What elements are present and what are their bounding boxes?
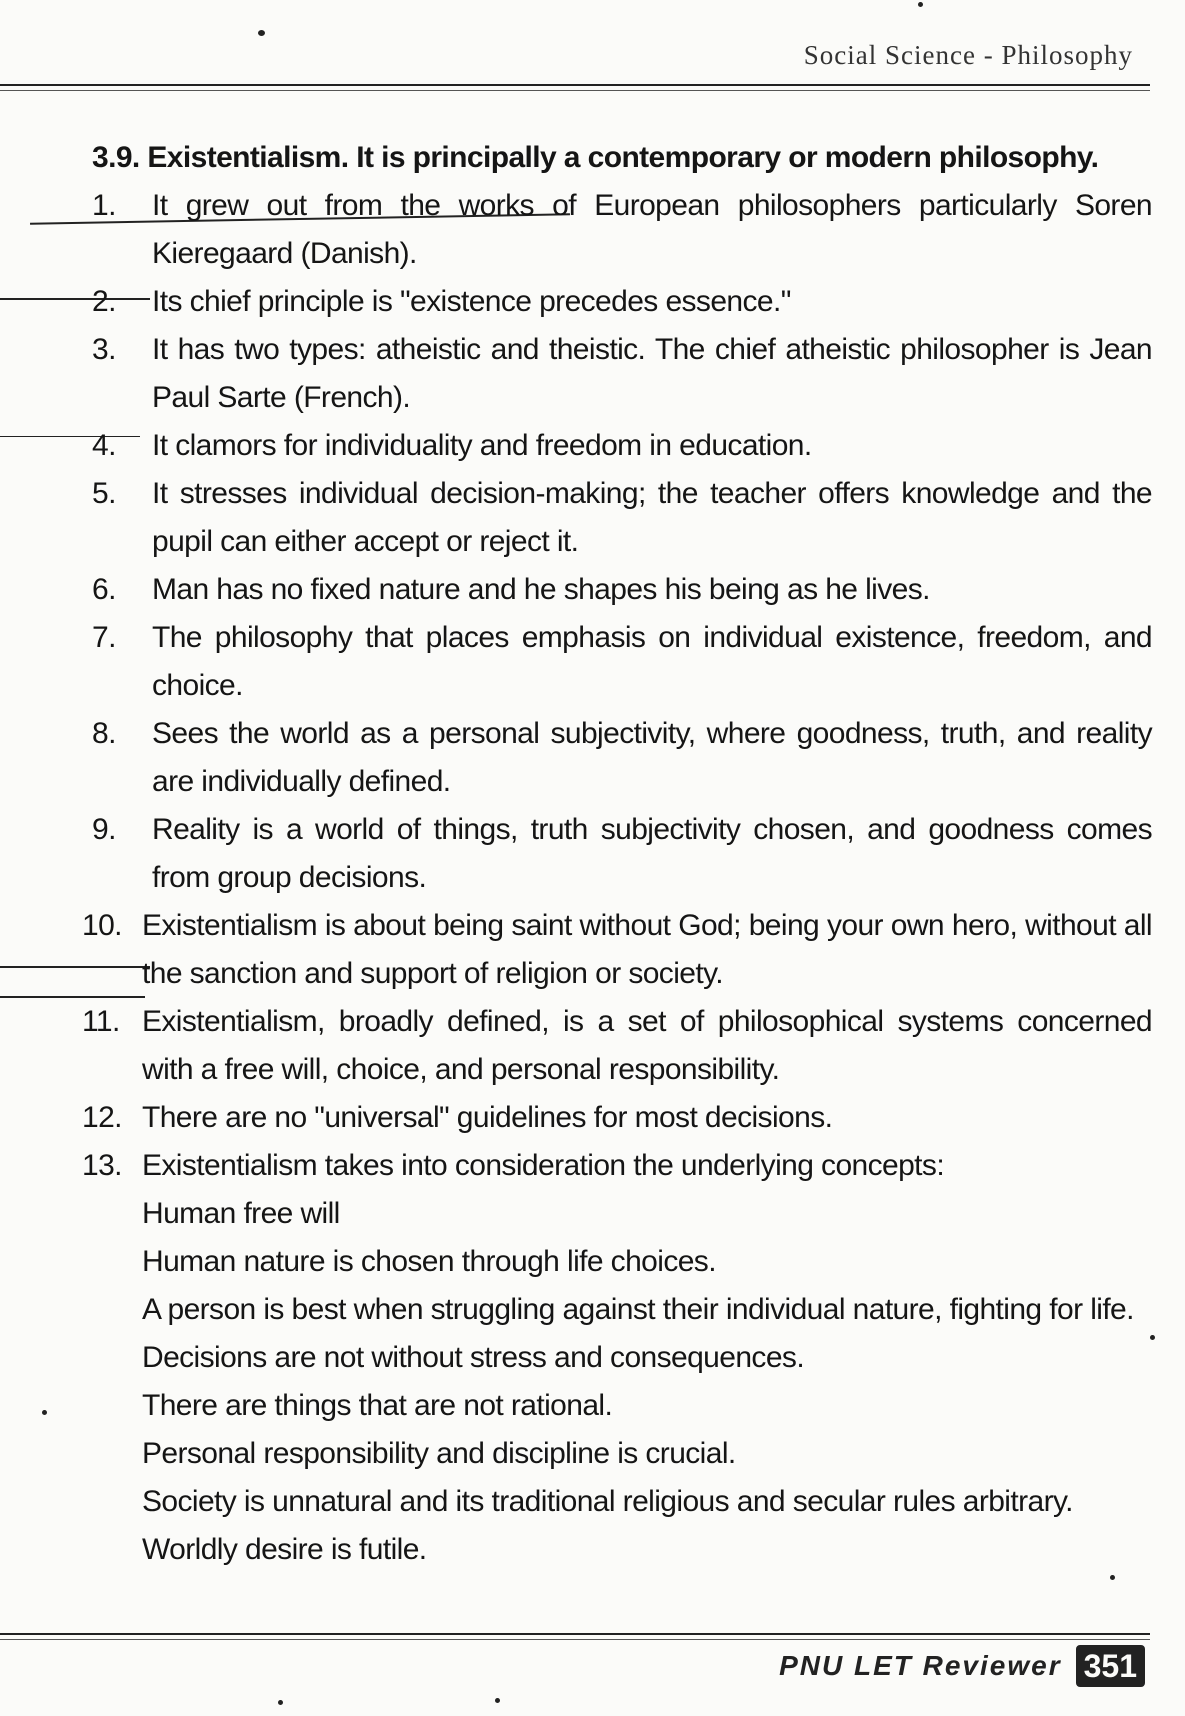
list-item	[92, 278, 1152, 326]
list-item	[92, 470, 1152, 566]
concept-item: Worldly desire is futile.	[142, 1533, 427, 1566]
concept-item: Decisions are not without stress and consequences.	[142, 1341, 805, 1374]
page-number-badge: 351	[1076, 1645, 1145, 1687]
concept-item: There are things that are not rational.	[142, 1389, 613, 1422]
main-content	[82, 134, 1152, 1574]
page-footer	[779, 1645, 1145, 1687]
list-item-number: 5.	[92, 477, 116, 510]
scan-speck	[1110, 1575, 1115, 1580]
list-item-number: 2.	[92, 285, 116, 318]
list-item-number: 1.	[92, 189, 116, 222]
list-item-number: 10.	[82, 909, 122, 942]
concept-item: Personal responsibility and discipline is crucial.	[142, 1437, 736, 1470]
list-item-text: The philosophy that places emphasis on individual existence, freedom, and choice.	[152, 621, 1152, 702]
concept-item: A person is best when struggling against their individual nature, fighting for life.	[142, 1293, 1134, 1326]
list-item-text: Its chief principle is "existence precedes essence."	[152, 285, 791, 318]
list-item	[82, 1094, 1152, 1142]
concept-item: Human nature is chosen through life choices.	[142, 1245, 716, 1278]
list-item	[82, 902, 1152, 998]
list-item-text: Existentialism takes into consideration the underlying concepts:	[142, 1149, 945, 1182]
concept-item: Human free will	[142, 1197, 340, 1230]
list-item	[92, 182, 1152, 278]
section-heading-label: 3.9. Existentialism.	[92, 141, 349, 174]
list-item-number: 12.	[82, 1101, 122, 1134]
list-item-text: It has two types: atheistic and theistic. The chief atheistic philosopher is Jean Paul Sarte (French).	[152, 333, 1152, 414]
running-header: Social Science - Philosophy	[803, 40, 1133, 70]
list-item-number: 13.	[82, 1149, 122, 1182]
list-item-text: There are no "universal" guidelines for most decisions.	[142, 1101, 833, 1134]
list-item-number: 6.	[92, 573, 116, 606]
header-rule-thin	[0, 90, 1150, 91]
concept-item: Society is unnatural and its traditional religious and secular rules arbitrary.	[142, 1485, 1073, 1518]
list-item-text: It stresses individual decision-making; the teacher offers knowledge and the pupil can either accept or reject it.	[152, 477, 1152, 558]
footer-brand: PNU LET Reviewer	[779, 1650, 1062, 1681]
list-item-text: It clamors for individuality and freedom in education.	[152, 429, 812, 462]
list-item-number: 3.	[92, 333, 116, 366]
scan-speck	[495, 1698, 500, 1703]
list-item-text: Existentialism, broadly defined, is a set of philosophical systems concerned with a free will, choice, and personal responsibility.	[142, 1005, 1152, 1086]
list-item	[92, 806, 1152, 902]
concepts-list	[142, 1190, 1152, 1574]
list-item-number: 8.	[92, 717, 116, 750]
footer-rule-thin	[0, 1639, 1150, 1640]
list-item	[92, 422, 1152, 470]
scan-speck	[278, 1700, 283, 1705]
list-item-text: Sees the world as a personal subjectivity, where goodness, truth, and reality are individually defined.	[152, 717, 1152, 798]
list-item	[92, 614, 1152, 710]
scan-speck	[258, 30, 265, 36]
list-item-number: 11.	[82, 1005, 120, 1038]
section-heading	[92, 134, 1152, 182]
characteristics-list	[82, 182, 1152, 1574]
section-heading-description: It is principally a contemporary or modern philosophy.	[356, 141, 1099, 174]
list-item	[82, 1142, 1152, 1574]
list-item-number: 4.	[92, 429, 116, 462]
list-item-text: It grew out from the works of European philosophers particularly Soren Kieregaard (Danish).	[152, 189, 1152, 270]
scan-speck	[42, 1410, 47, 1415]
header-rule	[0, 84, 1150, 86]
list-item	[92, 710, 1152, 806]
scan-speck	[918, 2, 923, 7]
list-item-number: 7.	[92, 621, 116, 654]
list-item	[82, 998, 1152, 1094]
list-item-text: Reality is a world of things, truth subjectivity chosen, and goodness comes from group decisions.	[152, 813, 1152, 894]
list-item-number: 9.	[92, 813, 116, 846]
footer-rule	[0, 1633, 1150, 1635]
list-item-text: Man has no fixed nature and he shapes his being as he lives.	[152, 573, 930, 606]
list-item	[92, 326, 1152, 422]
list-item	[92, 566, 1152, 614]
list-item-text: Existentialism is about being saint without God; being your own hero, without all the sanction and support of religion or society.	[142, 909, 1152, 990]
